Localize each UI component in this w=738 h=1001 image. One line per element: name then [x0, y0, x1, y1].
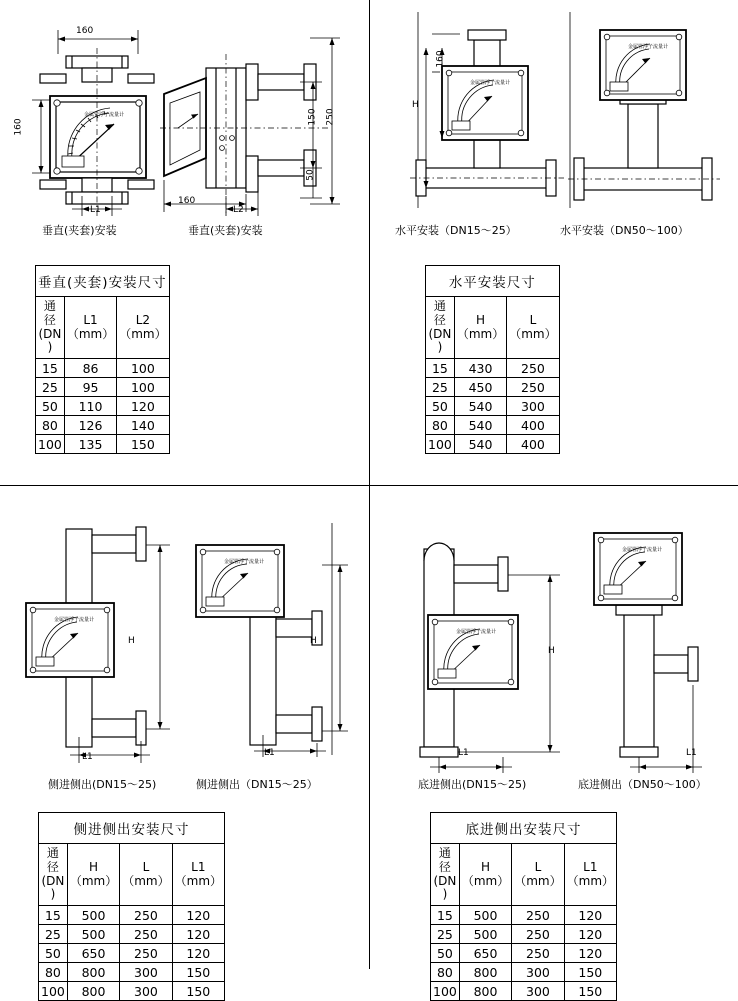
dim-H-bottom: H	[548, 646, 555, 656]
svg-text:金属管浮子流量计: 金属管浮子流量计	[54, 617, 95, 623]
caption-bottom-in-out-1: 底进侧出(DN15～25)	[418, 778, 527, 791]
table-row: 80 800 300 150	[39, 963, 225, 982]
table-row: 50 650 250 120	[431, 944, 617, 963]
caption-horizontal-small: 水平安装（DN15～25）	[395, 224, 517, 237]
table-title-side: 侧进侧出安装尺寸	[39, 813, 225, 844]
svg-text:金属管浮子流量计: 金属管浮子流量计	[224, 559, 265, 565]
col-l: L（mm）	[507, 297, 559, 359]
dim-160-left: 160	[13, 118, 24, 136]
table-horizontal-dimensions	[425, 265, 560, 454]
dim-160-hz: 160	[435, 50, 446, 68]
side-in-side-out-views	[10, 505, 360, 775]
svg-text:金属管浮子流量计: 金属管浮子流量计	[622, 547, 663, 553]
table-side-in-out-dimensions	[38, 812, 225, 1001]
table-row: 15 86 100	[36, 359, 170, 378]
dim-H-side-2: H	[310, 636, 317, 646]
svg-text:金属管浮子流量计: 金属管浮子流量计	[456, 629, 497, 635]
dim-150: 150	[307, 108, 318, 126]
horizontal-install-views	[380, 8, 730, 223]
table-row: 80 540 400	[426, 416, 560, 435]
caption-bottom-in-out-2: 底进侧出（DN50～100）	[578, 778, 707, 791]
table-row: 50 650 250 120	[39, 944, 225, 963]
col-l1: L1（mm）	[564, 844, 616, 906]
col-dn: 通 径 (DN )	[431, 844, 460, 906]
caption-side-in-out-2: 侧进侧出（DN15～25）	[196, 778, 318, 791]
dim-L1-bottom-2: L1	[686, 748, 697, 758]
caption-vertical-jacket-1: 垂直(夹套)安装	[42, 224, 117, 237]
table-body-side	[39, 906, 225, 1001]
table-bottom-in-out-dimensions	[430, 812, 617, 1001]
table-body-bottom	[431, 906, 617, 1001]
dim-L1-side-1: L1	[82, 752, 93, 762]
table-title-horizontal: 水平安装尺寸	[426, 266, 560, 297]
col-h: H（mm）	[459, 844, 511, 906]
col-l: L（mm）	[512, 844, 564, 906]
table-row: 25 95 100	[36, 378, 170, 397]
col-dn: 通 径 (DN )	[426, 297, 455, 359]
col-dn: 通 径 (DN )	[39, 844, 68, 906]
dim-L1-side-2: L1	[264, 748, 275, 758]
table-row: 100 800 300 150	[431, 982, 617, 1001]
col-l1: L1（mm）	[64, 297, 116, 359]
table-body-horizontal	[426, 359, 560, 454]
col-l1: L1（mm）	[172, 844, 224, 906]
table-title-vertical: 垂直(夹套)安装尺寸	[36, 266, 170, 297]
table-row: 25 500 250 120	[431, 925, 617, 944]
dim-250: 250	[325, 108, 336, 126]
table-row: 50 540 300	[426, 397, 560, 416]
dim-160-bottom: 160	[178, 196, 196, 206]
table-row: 100 135 150	[36, 435, 170, 454]
table-row: 25 450 250	[426, 378, 560, 397]
dim-L1-bottom-1: L1	[458, 748, 469, 758]
caption-horizontal-large: 水平安装（DN50～100）	[560, 224, 689, 237]
table-row: 80 800 300 150	[431, 963, 617, 982]
caption-side-in-out-1: 侧进侧出(DN15～25)	[48, 778, 157, 791]
col-h: H（mm）	[454, 297, 506, 359]
table-body-vertical	[36, 359, 170, 454]
meter-face-label: 金属管浮子流量计	[84, 112, 125, 118]
col-dn: 通 径 (DN )	[36, 297, 65, 359]
caption-vertical-jacket-2: 垂直(夹套)安装	[188, 224, 263, 237]
table-title-bottom: 底进侧出安装尺寸	[431, 813, 617, 844]
table-row: 25 500 250 120	[39, 925, 225, 944]
table-row: 15 500 250 120	[39, 906, 225, 925]
dim-50: 50	[305, 169, 316, 181]
col-l: L（mm）	[120, 844, 172, 906]
bottom-in-side-out-views	[380, 505, 730, 775]
dim-H-side-1: H	[128, 636, 135, 646]
svg-text:金属管浮子流量计: 金属管浮子流量计	[628, 44, 669, 50]
table-row: 100 800 300 150	[39, 982, 225, 1001]
dim-H-hz: H	[412, 100, 419, 110]
table-row: 80 126 140	[36, 416, 170, 435]
table-row: 100 540 400	[426, 435, 560, 454]
dim-160-top: 160	[76, 26, 94, 36]
col-l2: L2（mm）	[117, 297, 169, 359]
table-row: 15 430 250	[426, 359, 560, 378]
table-row: 15 500 250 120	[431, 906, 617, 925]
table-vertical-jacket-dimensions	[35, 265, 170, 454]
divider-vertical	[369, 0, 370, 969]
dim-L1: L1	[90, 205, 101, 215]
dim-L2: L2	[233, 205, 244, 215]
table-row: 50 110 120	[36, 397, 170, 416]
svg-text:金属管浮子流量计: 金属管浮子流量计	[470, 80, 511, 86]
col-h: H（mm）	[67, 844, 119, 906]
